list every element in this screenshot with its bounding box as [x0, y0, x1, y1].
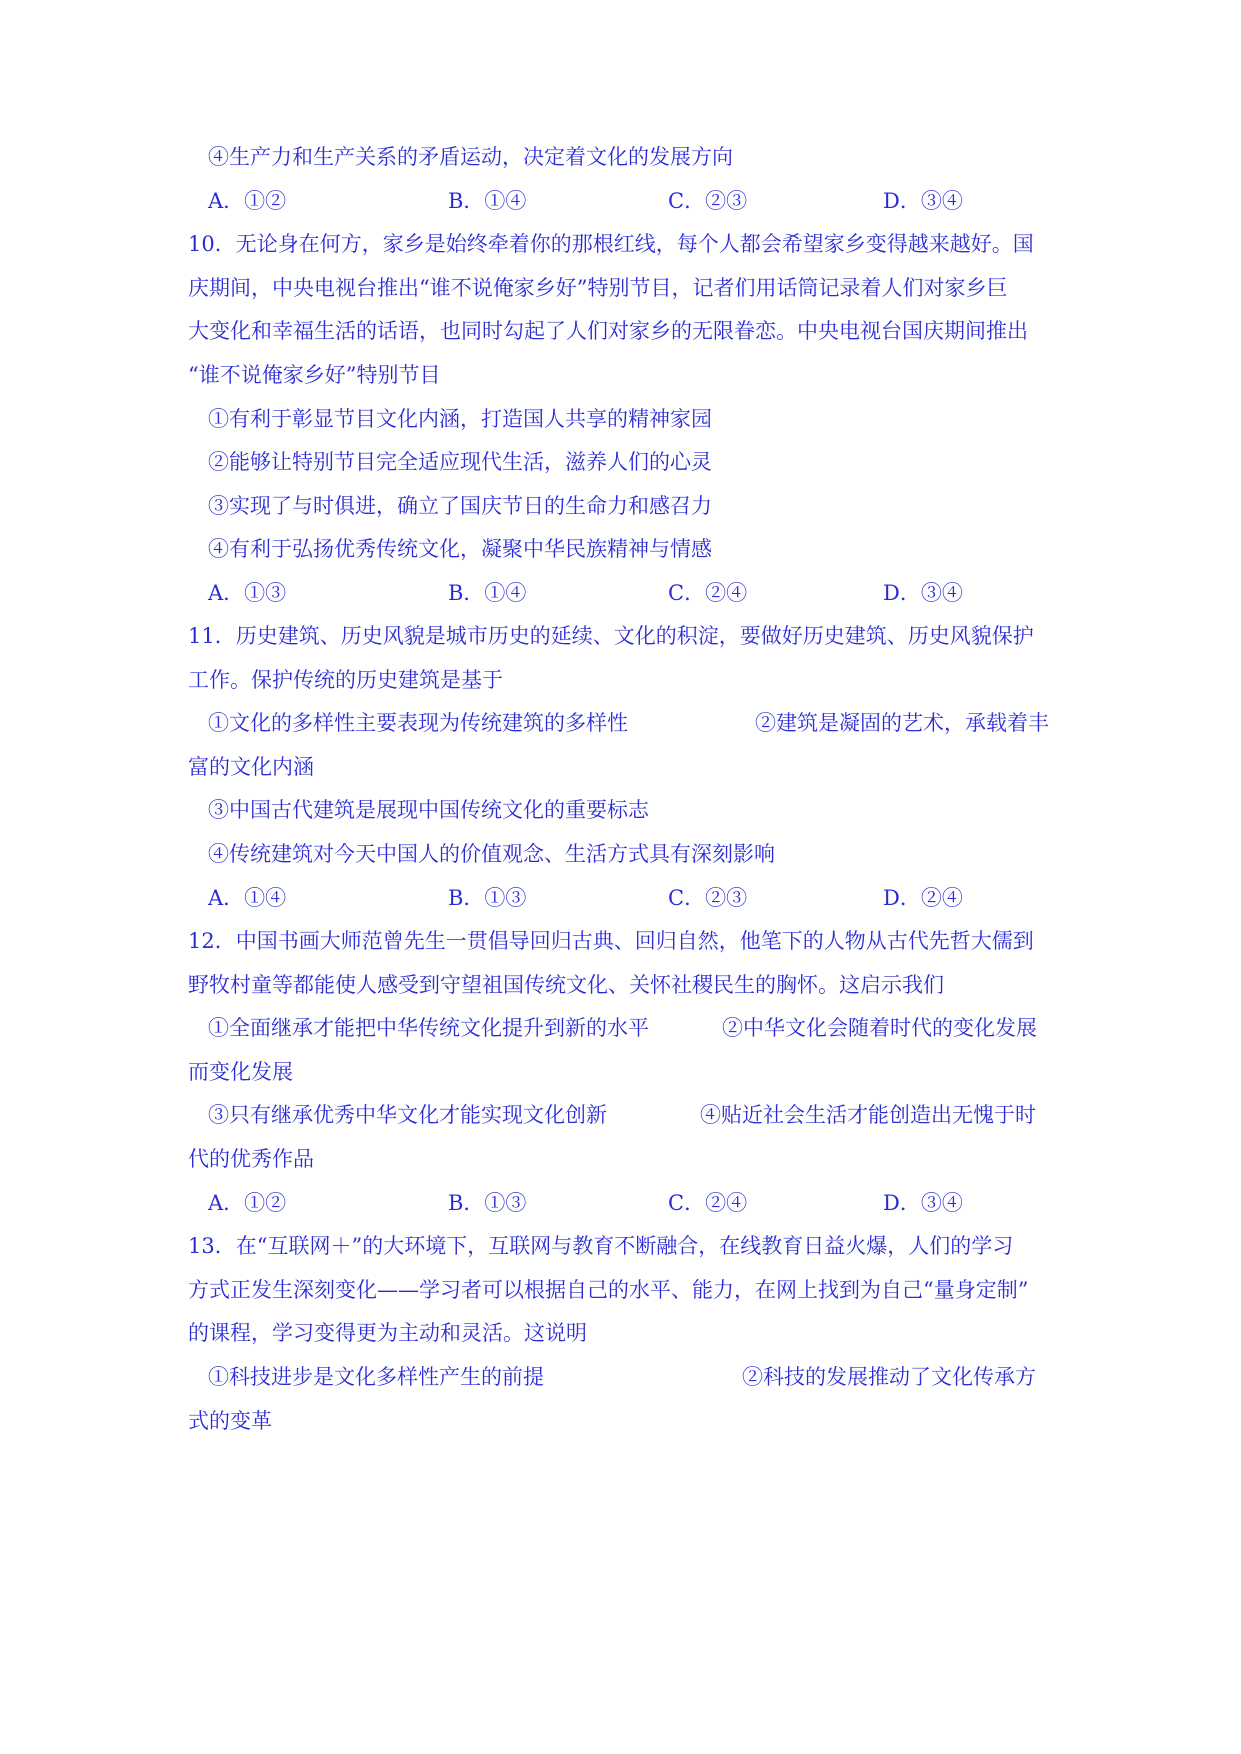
q12-option-c: C．②④	[668, 1191, 748, 1215]
q13-statement-1: ①科技进步是文化多样性产生的前提	[208, 1365, 544, 1389]
q12-statement-3: ③只有继承优秀中华文化才能实现文化创新	[208, 1103, 607, 1127]
q13-statements-1-2	[0, 1362, 1241, 1392]
q11-statement-2: ②建筑是凝固的艺术，承载着丰	[755, 711, 1049, 735]
q10-option-b: B．①④	[448, 581, 527, 605]
q10-option-c: C．②④	[668, 581, 748, 605]
q11-option-b: B．①③	[448, 886, 527, 910]
q12-statement-2: ②中华文化会随着时代的变化发展	[722, 1016, 1037, 1040]
q11-option-d: D．②④	[883, 886, 963, 910]
q9-option-c: C．②③	[668, 189, 748, 213]
q11-statement-2-cont: 富的文化内涵	[188, 755, 314, 779]
q10-statement-2: ②能够让特别节目完全适应现代生活，滋养人们的心灵	[208, 450, 712, 474]
q12-stem-line-2: 野牧村童等都能使人感受到守望祖国传统文化、关怀社稷民生的胸怀。这启示我们	[188, 973, 944, 997]
q10-stem-line-3: 大变化和幸福生活的话语，也同时勾起了人们对家乡的无限眷恋。中央电视台国庆期间推出	[188, 319, 1028, 343]
q12-statement-1: ①全面继承才能把中华传统文化提升到新的水平	[208, 1016, 649, 1040]
q11-statement-1: ①文化的多样性主要表现为传统建筑的多样性	[208, 711, 628, 735]
q11-options	[208, 883, 968, 913]
q11-stem-line-2: 工作。保护传统的历史建筑是基于	[188, 668, 503, 692]
q13-statement-2-cont: 式的变革	[188, 1409, 272, 1433]
q11-statements-1-2	[0, 708, 1241, 738]
q13-stem-line-3: 的课程，学习变得更为主动和灵活。这说明	[188, 1321, 587, 1345]
q13-stem-line-1: 13．在“互联网＋”的大环境下，互联网与教育不断融合，在线教育日益火爆，人们的学习	[188, 1234, 1014, 1258]
q12-option-b: B．①③	[448, 1191, 527, 1215]
q12-statement-2-cont: 而变化发展	[188, 1060, 293, 1084]
q12-option-a: A．①②	[208, 1191, 287, 1215]
q10-statement-1: ①有利于彰显节目文化内涵，打造国人共享的精神家园	[208, 407, 712, 431]
q11-stem-line-1: 11．历史建筑、历史风貌是城市历史的延续、文化的积淀，要做好历史建筑、历史风貌保护	[188, 624, 1034, 648]
q11-option-c: C．②③	[668, 886, 748, 910]
q11-option-a: A．①④	[208, 886, 287, 910]
q11-statement-3: ③中国古代建筑是展现中国传统文化的重要标志	[208, 798, 649, 822]
q12-options	[208, 1188, 968, 1218]
q10-statement-3: ③实现了与时俱进，确立了国庆节日的生命力和感召力	[208, 494, 712, 518]
q9-option-d: D．③④	[883, 189, 963, 213]
q10-stem-line-4: “谁不说俺家乡好”特别节目	[188, 363, 441, 387]
q9-option-b: B．①④	[448, 189, 527, 213]
q9-options	[208, 186, 968, 216]
q10-options	[208, 578, 968, 608]
q10-option-d: D．③④	[883, 581, 963, 605]
q10-stem-line-1: 10．无论身在何方，家乡是始终牵着你的那根红线，每个人都会希望家乡变得越来越好。国	[188, 232, 1034, 256]
q9-statement-4: ④生产力和生产关系的矛盾运动，决定着文化的发展方向	[208, 145, 733, 169]
q10-option-a: A．①③	[208, 581, 287, 605]
q12-statements-3-4	[0, 1100, 1241, 1130]
q12-statement-4: ④贴近社会生活才能创造出无愧于时	[700, 1103, 1036, 1127]
q12-option-d: D．③④	[883, 1191, 963, 1215]
q12-statement-4-cont: 代的优秀作品	[188, 1147, 314, 1171]
q9-option-a: A．①②	[208, 189, 287, 213]
q11-statement-4: ④传统建筑对今天中国人的价值观念、生活方式具有深刻影响	[208, 842, 775, 866]
q10-statement-4: ④有利于弘扬优秀传统文化，凝聚中华民族精神与情感	[208, 537, 712, 561]
q13-statement-2: ②科技的发展推动了文化传承方	[742, 1365, 1036, 1389]
q12-stem-line-1: 12．中国书画大师范曾先生一贯倡导回归古典、回归自然，他笔下的人物从古代先哲大儒到	[188, 929, 1034, 953]
q13-stem-line-2: 方式正发生深刻变化——学习者可以根据自己的水平、能力，在网上找到为自己“量身定制”	[188, 1278, 1029, 1302]
q12-statements-1-2	[0, 1013, 1241, 1043]
q10-stem-line-2: 庆期间，中央电视台推出“谁不说俺家乡好”特别节目，记者们用话筒记录着人们对家乡巨	[188, 276, 1008, 300]
